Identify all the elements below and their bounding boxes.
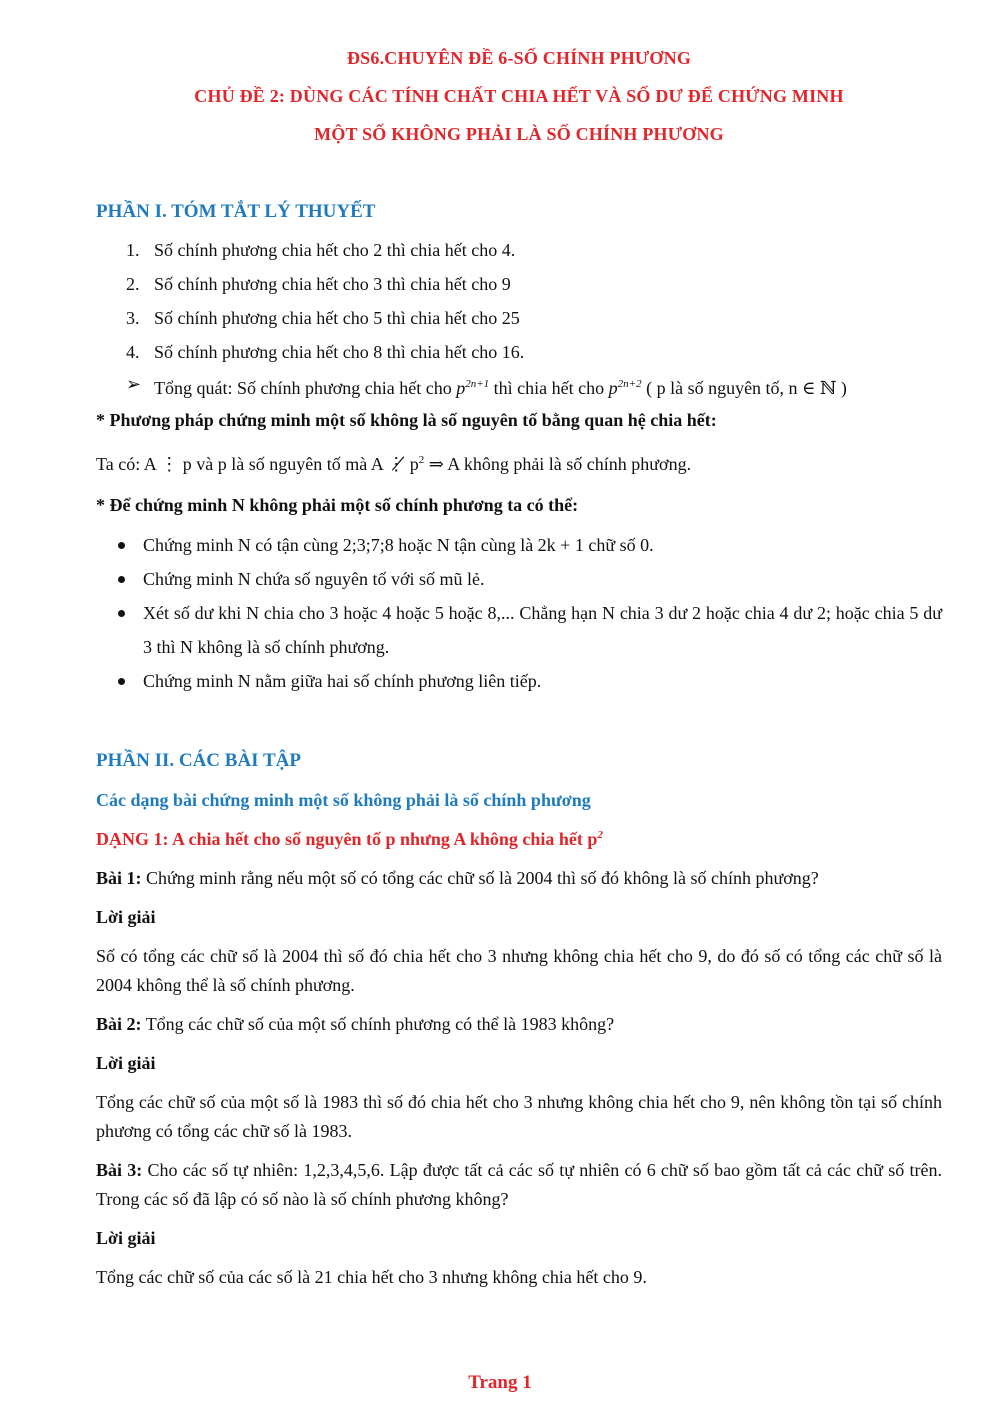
bullet-text: Chứng minh N chứa số nguyên tố với số mũ lẻ.	[143, 569, 485, 589]
prove-bullet	[96, 664, 942, 698]
solution-text: Tổng các chữ số của các số là 21 chia hết cho 3 nhưng không chia hết cho 9.	[96, 1267, 647, 1287]
general-base-1: p	[456, 378, 466, 398]
theory-item	[96, 301, 942, 335]
solution-label: Lời giải	[96, 1228, 156, 1248]
part2-title: PHẦN II. CÁC BÀI TẬP	[96, 750, 301, 771]
bullet-dot-icon	[118, 542, 125, 549]
general-text-c: ( p là số nguyên tố, n ∈ ℕ )	[641, 378, 847, 398]
header-line-2: CHỦ ĐỀ 2: DÙNG CÁC TÍNH CHẤT CHIA HẾT VÀ SỐ DƯ ĐỂ CHỨNG MINH	[194, 86, 844, 106]
item-number: 2.	[126, 274, 140, 294]
general-text-a: Tổng quát: Số chính phương chia hết cho	[154, 378, 457, 398]
part2-subtitle: Các dạng bài chứng minh một số không phải là số chính phương	[96, 790, 591, 810]
item-text: Số chính phương chia hết cho 3 thì chia hết cho 9	[154, 274, 511, 294]
prove-bullet-list	[96, 528, 942, 698]
problem-label: Bài 1:	[96, 868, 142, 888]
problem-question: Chứng minh rằng nếu một số có tổng các chữ số là 2004 thì số đó không là số chính phương?	[141, 868, 819, 888]
theory-item	[96, 267, 942, 301]
general-exp-1: 2n+1	[465, 378, 490, 390]
solution-label: Lời giải	[96, 1053, 156, 1073]
dang-1-heading	[96, 829, 942, 850]
item-text: Số chính phương chia hết cho 8 thì chia hết cho 16.	[154, 342, 525, 362]
bullet-text: Chứng minh N nằm giữa hai số chính phương liên tiếp.	[143, 671, 542, 691]
bullet-dot-icon	[118, 678, 125, 685]
prove-bullet	[96, 596, 942, 664]
problem-question: Cho các số tự nhiên: 1,2,3,4,5,6. Lập được tất cả các số tự nhiên có 6 chữ số bao gồm tất cả các chữ số trên. Trong các số đã lập có số nào là số chính phương không?	[96, 1160, 942, 1209]
problem-label: Bài 2:	[96, 1014, 142, 1034]
theory-list	[96, 233, 942, 369]
prove-bullet	[96, 528, 942, 562]
item-number: 3.	[126, 308, 140, 328]
dang-1-text: DẠNG 1: A chia hết cho số nguyên tố p nhưng A không chia hết p	[96, 829, 598, 849]
prove-bullet	[96, 562, 942, 596]
header-line-3: MỘT SỐ KHÔNG PHẢI LÀ SỐ CHÍNH PHƯƠNG	[314, 124, 724, 144]
method-exponent: 2	[418, 454, 425, 466]
general-exp-2: 2n+2	[617, 378, 642, 390]
theory-item	[96, 335, 942, 369]
problem-2	[96, 1010, 942, 1039]
prove-heading: * Để chứng minh N không phải một số chính phương ta có thể:	[96, 495, 579, 515]
item-text: Số chính phương chia hết cho 5 thì chia hết cho 25	[154, 308, 520, 328]
bullet-text: Chứng minh N có tận cùng 2;3;7;8 hoặc N tận cùng là 2k + 1 chữ số 0.	[143, 535, 654, 555]
solution-label: Lời giải	[96, 907, 156, 927]
document-page	[96, 48, 942, 1292]
general-text-b: thì chia hết cho	[489, 378, 609, 398]
part1-title: PHẦN I. TÓM TẮT LÝ THUYẾT	[96, 201, 376, 222]
bullet-dot-icon	[118, 610, 125, 617]
method-text	[96, 446, 942, 479]
general-base-2: p	[608, 378, 618, 398]
item-text: Số chính phương chia hết cho 2 thì chia hết cho 4.	[154, 240, 516, 260]
solution-text: Số có tổng các chữ số là 2004 thì số đó chia hết cho 3 nhưng không chia hết cho 9, do đó số có tổng các chữ số là 2004 không thể là số chính phương.	[96, 946, 942, 995]
bullet-dot-icon	[118, 576, 125, 583]
item-number: 4.	[126, 342, 140, 362]
header-line-1: ĐS6.CHUYÊN ĐỀ 6-SỐ CHÍNH PHƯƠNG	[346, 48, 692, 68]
dang-1-exponent: 2	[597, 829, 603, 841]
general-rule	[96, 369, 942, 404]
problem-question: Tổng các chữ số của một số chính phương có thể là 1983 không?	[141, 1014, 615, 1034]
method-text-a: Ta có: A ⋮ p và p là số nguyên tố mà A ⋮̸ p	[96, 454, 419, 474]
problem-3	[96, 1156, 942, 1214]
theory-item	[96, 233, 942, 267]
page-number: Trang 1	[468, 1372, 532, 1393]
problem-label: Bài 3:	[96, 1160, 143, 1180]
solution-text: Tổng các chữ số của một số là 1983 thì số đó chia hết cho 3 nhưng không chia hết cho 9, nên không tồn tại số chính phương có tổng các chữ số là 1983.	[96, 1092, 942, 1141]
method-heading: * Phương pháp chứng minh một số không là số nguyên tố bằng quan hệ chia hết:	[96, 410, 717, 430]
bullet-text: Xét số dư khi N chia cho 3 hoặc 4 hoặc 5 hoặc 8,... Chẳng hạn N chia 3 dư 2 hoặc chia 4 dư 2; hoặc chia 5 dư 3 thì N không là số chính phương.	[143, 603, 942, 657]
item-number: 1.	[126, 240, 140, 260]
arrow-bullet-icon: ➢	[126, 374, 142, 394]
method-text-b: ⇒ A không phải là số chính phương.	[424, 454, 692, 474]
problem-1	[96, 864, 942, 893]
